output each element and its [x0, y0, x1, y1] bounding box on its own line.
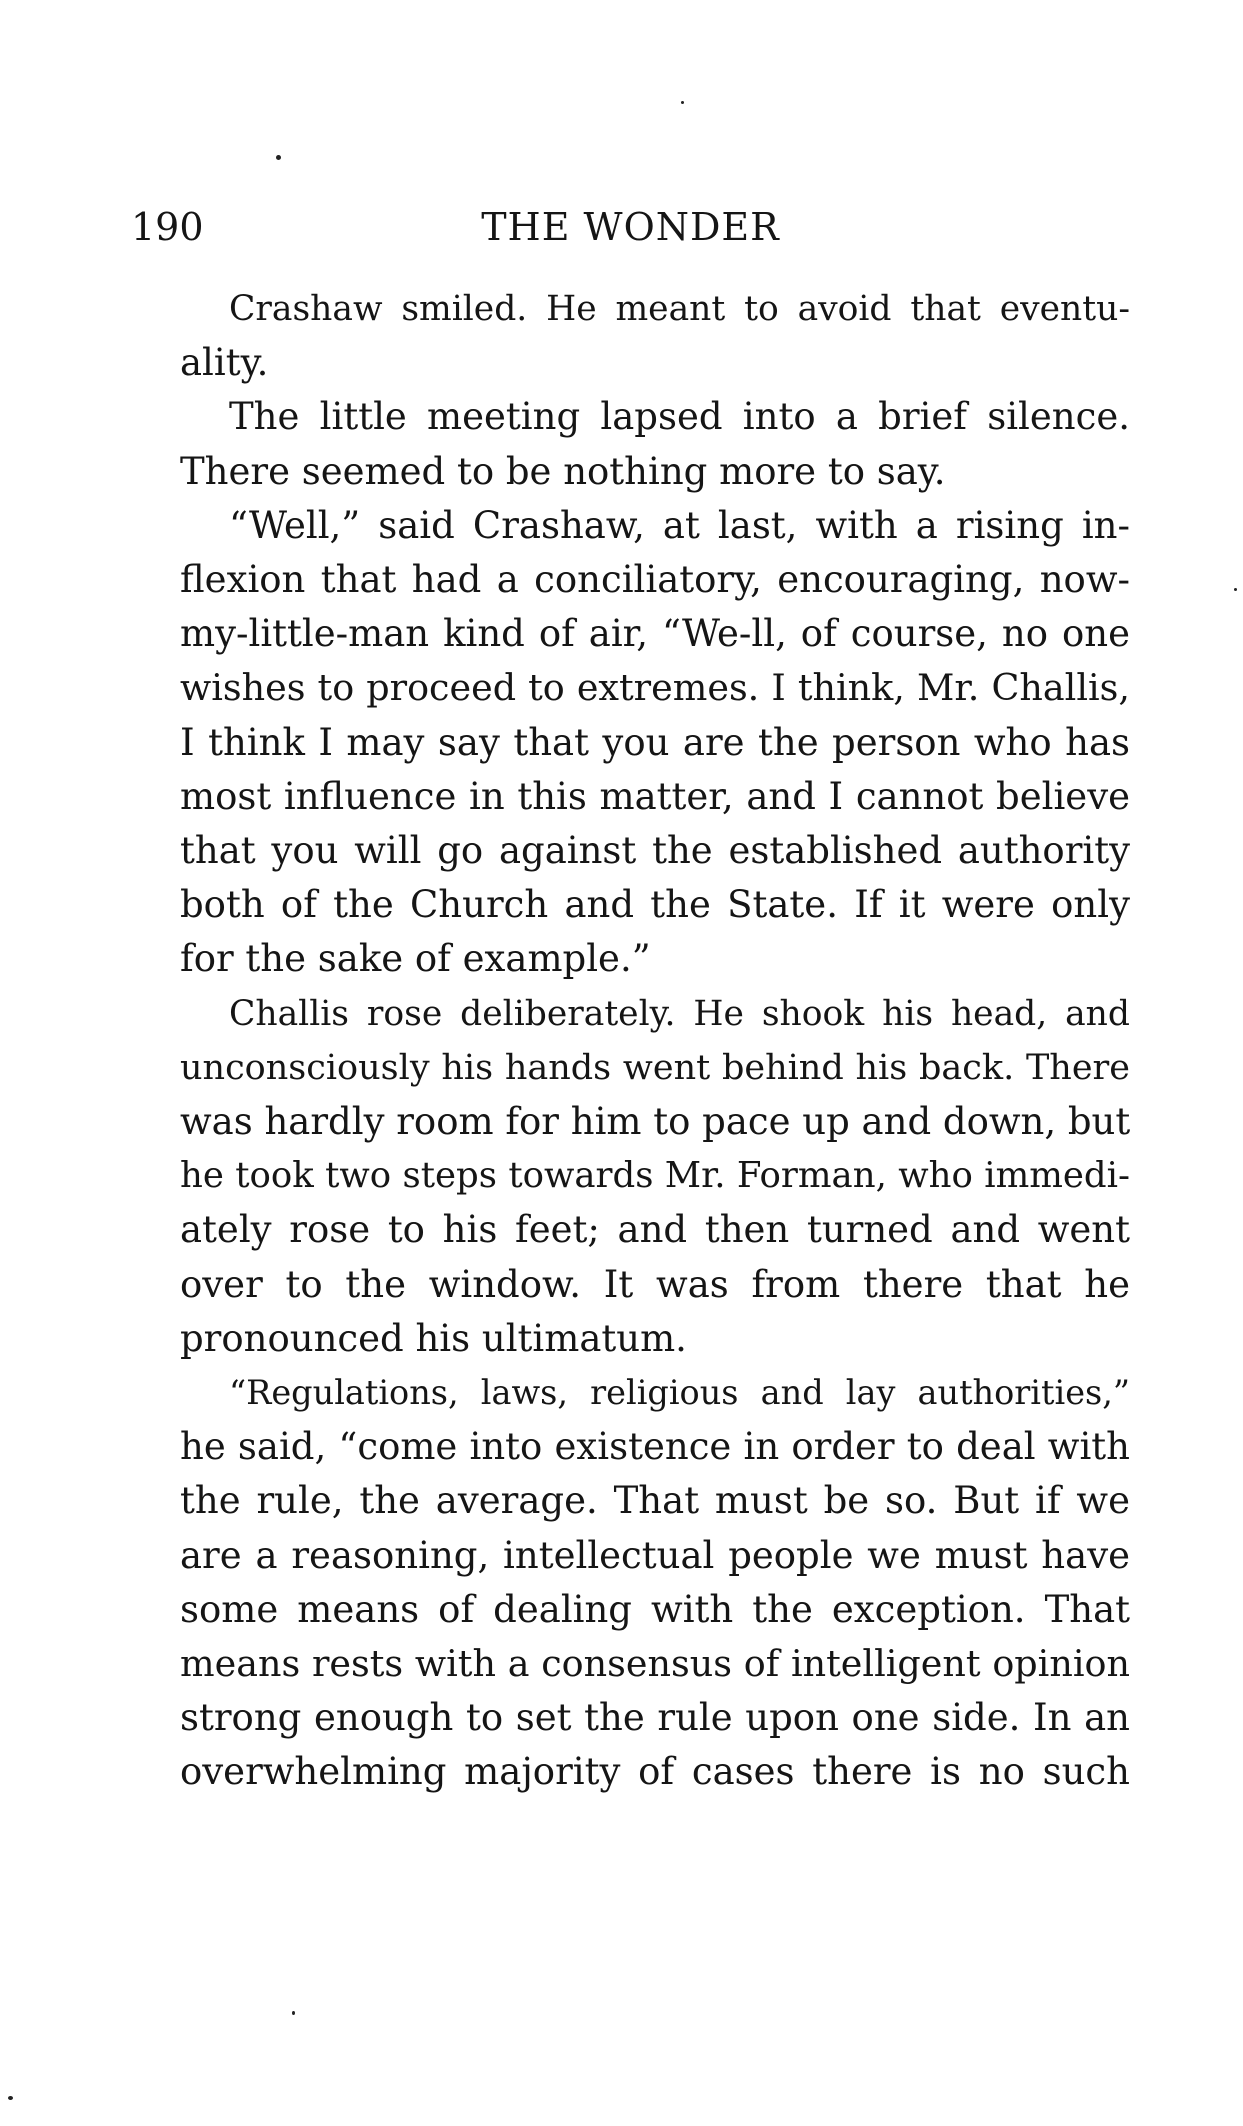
text-line: flexion that had a conciliatory, encouraging, now- [180, 558, 1130, 602]
text-line: There seemed to be nothing more to say. [180, 449, 946, 493]
text-line: overwhelming majority of cases there is no such [180, 1750, 1130, 1794]
paragraph [131, 1366, 1130, 1800]
paragraph [131, 282, 1130, 390]
text-line: that you will go against the established authority [180, 829, 1130, 873]
text-line: over to the window. It was from there that he [180, 1262, 1130, 1306]
text-line: unconsciously his hands went behind his back. There [180, 1047, 1130, 1088]
text-line: Challis rose deliberately. He shook his head, and [229, 993, 1130, 1034]
paragraph [131, 390, 1130, 498]
page-header [131, 197, 1130, 257]
text-line: “Regulations, laws, religious and lay authorities,” [229, 1373, 1130, 1413]
text-line: I think I may say that you are the person who has [180, 720, 1130, 764]
body-text [131, 282, 1130, 1800]
text-line: are a reasoning, intellectual people we must have [180, 1533, 1130, 1577]
paragraph [131, 987, 1130, 1366]
text-line: pronounced his ultimatum. [180, 1316, 687, 1360]
text-line: strong enough to set the rule upon one side. In an [180, 1696, 1130, 1740]
text-line: “Well,” said Crashaw, at last, with a rising in- [229, 503, 1130, 547]
paragraph [131, 499, 1130, 987]
page-number: 190 [131, 205, 204, 249]
text-line: the rule, the average. That must be so. But if we [180, 1479, 1130, 1523]
text-line: wishes to proceed to extremes. I think, Mr. Challis, [180, 666, 1130, 710]
ink-speck [681, 101, 684, 104]
text-line: my-little-man kind of air, “We-ll, of course, no one [180, 612, 1130, 656]
text-line: both of the Church and the State. If it were only [180, 883, 1130, 927]
ink-speck [276, 155, 281, 160]
text-line: ality. [180, 341, 269, 385]
text-line: most influence in this matter, and I cannot believe [180, 774, 1130, 818]
ink-speck [292, 2011, 295, 2015]
text-line: The little meeting lapsed into a brief silence. [229, 395, 1130, 439]
running-title: THE WONDER [481, 205, 780, 249]
text-line: means rests with a consensus of intelligent opinion [180, 1642, 1130, 1686]
text-line: he said, “come into existence in order to deal with [180, 1425, 1130, 1469]
text-line: for the sake of example.” [180, 937, 651, 981]
ink-speck [8, 2096, 13, 2100]
text-line: some means of dealing with the exception. That [180, 1587, 1130, 1631]
ink-speck [1234, 588, 1237, 591]
text-line: Crashaw smiled. He meant to avoid that eventu- [229, 289, 1130, 329]
text-line: was hardly room for him to pace up and down, but [180, 1100, 1131, 1144]
text-line: he took two steps towards Mr. Forman, who immedi- [180, 1155, 1130, 1197]
text-line: ately rose to his feet; and then turned and went [180, 1208, 1130, 1252]
